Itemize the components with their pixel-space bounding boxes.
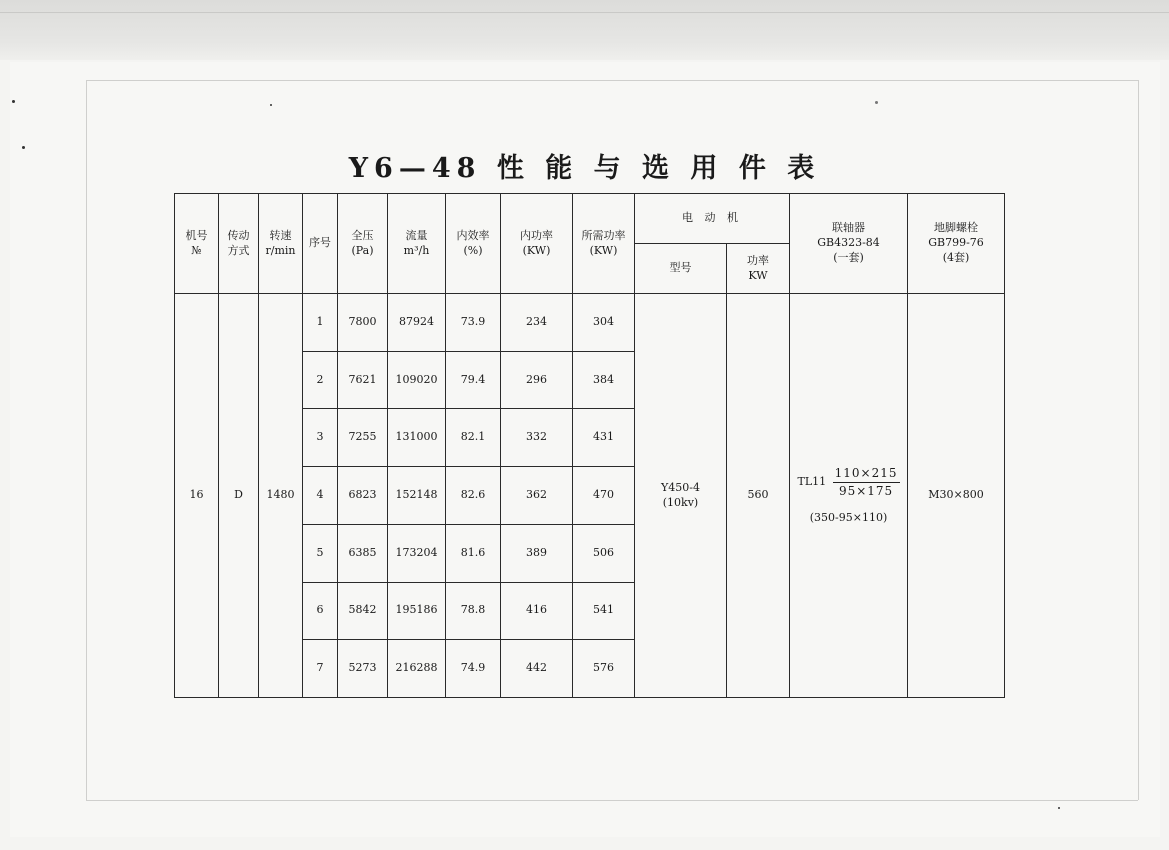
cell-inner-power: 416	[501, 582, 573, 640]
cell-required-power: 576	[573, 640, 635, 698]
header-flow-unit: m³/h	[403, 243, 430, 257]
cell-required-power: 470	[573, 467, 635, 525]
performance-table-container	[174, 193, 1004, 698]
cell-flow: 131000	[388, 409, 446, 467]
cell-pressure: 5273	[338, 640, 388, 698]
cell-seq: 2	[303, 351, 338, 409]
scan-speck	[875, 101, 878, 104]
cell-flow: 109020	[388, 351, 446, 409]
header-motor-power-unit: KW	[748, 268, 768, 282]
cell-pressure: 6385	[338, 524, 388, 582]
cell-required-power: 384	[573, 351, 635, 409]
scan-edge	[0, 12, 1169, 13]
header-required-power	[573, 194, 635, 294]
header-flow-label: 流量	[405, 228, 428, 242]
header-speed	[259, 194, 303, 294]
cell-seq: 6	[303, 582, 338, 640]
cell-drive: D	[219, 294, 259, 698]
header-inner-power-unit: (KW)	[522, 243, 551, 257]
table-row	[175, 294, 1005, 352]
scan-speck	[1058, 807, 1060, 809]
performance-table	[174, 193, 1005, 698]
scan-speck	[270, 104, 272, 106]
cell-efficiency: 82.6	[446, 467, 501, 525]
cell-efficiency: 78.8	[446, 582, 501, 640]
header-coupling-qty: (一套)	[833, 250, 864, 264]
cell-flow: 87924	[388, 294, 446, 352]
cell-inner-power: 296	[501, 351, 573, 409]
header-machine-no-unit: №	[191, 243, 202, 257]
cell-seq: 7	[303, 640, 338, 698]
header-machine-no-label: 机号	[185, 228, 208, 242]
coupling-code: TL11	[797, 474, 827, 488]
cell-speed: 1480	[259, 294, 303, 698]
header-bolt-qty: (4套)	[942, 250, 970, 264]
header-coupling	[790, 194, 908, 294]
frame-line-top	[86, 80, 1138, 81]
motor-voltage-value: (10kv)	[662, 495, 699, 509]
cell-efficiency: 81.6	[446, 524, 501, 582]
header-bolt-label: 地脚螺栓	[934, 221, 978, 235]
coupling-denominator: 95×175	[838, 483, 894, 498]
cell-coupling	[790, 294, 908, 698]
coupling-note: (350-95×110)	[809, 510, 888, 524]
header-bolt-standard: GB799-76	[928, 236, 984, 250]
header-drive-sub: 方式	[227, 243, 250, 257]
motor-model-value: Y450-4	[661, 480, 700, 494]
header-inner-power-label: 内功率	[520, 228, 553, 242]
header-inner-power	[501, 194, 573, 294]
cell-motor-power: 560	[727, 294, 790, 698]
header-required-power-unit: (KW)	[589, 243, 618, 257]
header-seq: 序号	[303, 194, 338, 294]
cell-seq: 5	[303, 524, 338, 582]
cell-inner-power: 442	[501, 640, 573, 698]
header-speed-unit: r/min	[265, 243, 296, 257]
header-bolt	[908, 194, 1005, 294]
header-pressure-label: 全压	[351, 228, 374, 242]
scan-top-shadow	[0, 0, 1169, 60]
cell-efficiency: 82.1	[446, 409, 501, 467]
coupling-fraction	[833, 465, 900, 498]
cell-efficiency: 74.9	[446, 640, 501, 698]
cell-seq: 4	[303, 467, 338, 525]
header-efficiency	[446, 194, 501, 294]
cell-flow: 152148	[388, 467, 446, 525]
cell-inner-power: 234	[501, 294, 573, 352]
cell-motor-model	[635, 294, 727, 698]
header-machine-no	[175, 194, 219, 294]
cell-seq: 3	[303, 409, 338, 467]
cell-efficiency: 73.9	[446, 294, 501, 352]
cell-inner-power: 332	[501, 409, 573, 467]
cell-pressure: 6823	[338, 467, 388, 525]
cell-pressure: 5842	[338, 582, 388, 640]
header-drive	[219, 194, 259, 294]
header-motor: 电 动 机	[635, 194, 790, 244]
header-required-power-label: 所需功率	[581, 228, 626, 242]
cell-inner-power: 362	[501, 467, 573, 525]
frame-line-bottom	[86, 800, 1138, 801]
cell-pressure: 7800	[338, 294, 388, 352]
header-flow	[388, 194, 446, 294]
header-motor-power-label: 功率	[747, 253, 769, 267]
cell-required-power: 541	[573, 582, 635, 640]
frame-line-right	[1138, 80, 1139, 800]
cell-flow: 216288	[388, 640, 446, 698]
cell-pressure: 7621	[338, 351, 388, 409]
header-motor-model: 型号	[635, 244, 727, 294]
header-coupling-standard: GB4323-84	[817, 236, 880, 250]
cell-flow: 195186	[388, 582, 446, 640]
cell-efficiency: 79.4	[446, 351, 501, 409]
cell-inner-power: 389	[501, 524, 573, 582]
header-speed-label: 转速	[269, 228, 292, 242]
header-efficiency-label: 内效率	[456, 228, 490, 242]
header-pressure-unit: (Pa)	[351, 243, 374, 257]
cell-required-power: 506	[573, 524, 635, 582]
cell-machine-no: 16	[175, 294, 219, 698]
header-coupling-label: 联轴器	[832, 221, 865, 235]
cell-bolt: M30×800	[908, 294, 1005, 698]
frame-line-left	[86, 80, 87, 800]
header-efficiency-unit: (%)	[463, 243, 483, 257]
scan-speck	[12, 100, 15, 103]
cell-flow: 173204	[388, 524, 446, 582]
coupling-numerator: 110×215	[833, 465, 900, 482]
cell-required-power: 304	[573, 294, 635, 352]
page-title: Y6—48 性 能 与 选 用 件 表	[348, 153, 821, 184]
header-motor-power	[727, 244, 790, 294]
cell-seq: 1	[303, 294, 338, 352]
header-pressure	[338, 194, 388, 294]
cell-pressure: 7255	[338, 409, 388, 467]
header-drive-label: 传动	[227, 228, 250, 242]
cell-required-power: 431	[573, 409, 635, 467]
